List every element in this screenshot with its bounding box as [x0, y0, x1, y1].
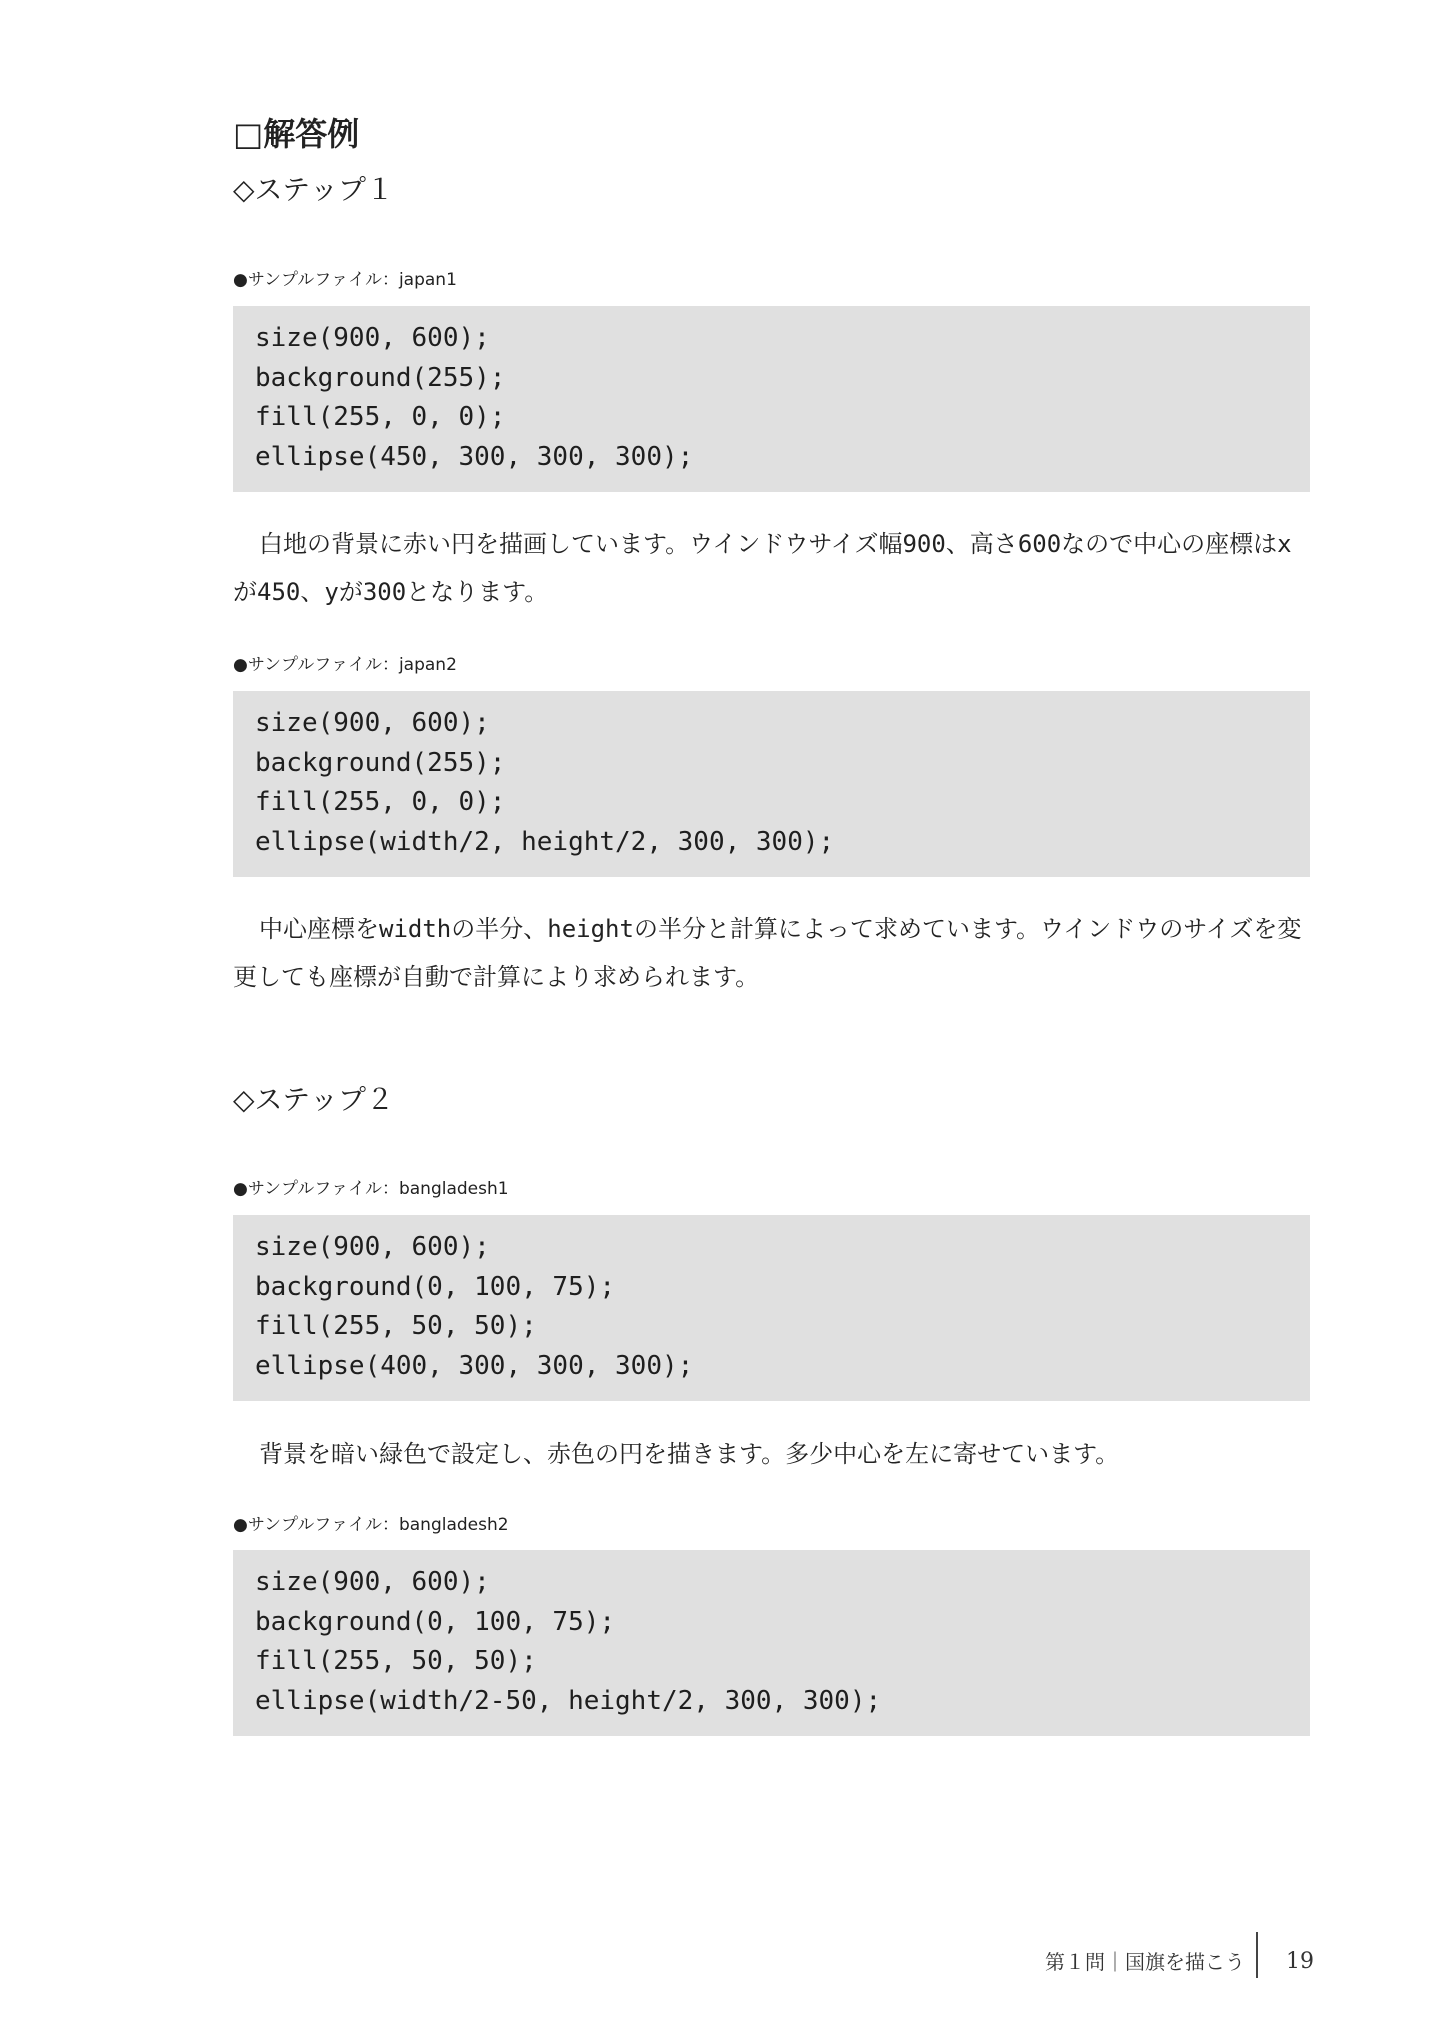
sample-label-japan2: ●サンプルファイル：japan2 [233, 655, 457, 675]
code-block-bangladesh1 [233, 1215, 1310, 1401]
code-line: fill(255, 50, 50); [255, 1311, 537, 1341]
step2-title: ◇ステップ２ [233, 1083, 394, 1116]
paragraph-bangladesh1-explanation: 背景を暗い緑色で設定し、赤色の円を描きます。多少中心を左に寄せています。 [259, 1440, 1120, 1468]
code-line: size(900, 600); [255, 1567, 490, 1597]
footer-divider [1256, 1932, 1258, 1978]
section-title: □解答例 [233, 115, 360, 153]
sample-label-japan1: ●サンプルファイル：japan1 [233, 270, 457, 290]
code-line: size(900, 600); [255, 323, 490, 353]
paragraph-japan2-explanation: 中心座標をwidthの半分、heightの半分と計算によって求めています。ウインドウのサイズを変更しても座標が自動で計算により求められます。 [233, 915, 1302, 991]
sample-label-bangladesh1: ●サンプルファイル：bangladesh1 [233, 1179, 509, 1199]
code-line: size(900, 600); [255, 708, 490, 738]
code-block-japan1 [233, 306, 1310, 492]
code-line: background(0, 100, 75); [255, 1271, 616, 1302]
code-line: fill(255, 0, 0); [255, 787, 506, 817]
code-line: ellipse(450, 300, 300, 300); [255, 441, 694, 472]
code-line: ellipse(400, 300, 300, 300); [255, 1350, 694, 1381]
page-number: 19 [1286, 1949, 1314, 1974]
code-line: background(255); [255, 747, 506, 778]
sample-label-bangladesh2: ●サンプルファイル：bangladesh2 [233, 1515, 509, 1535]
code-line: background(255); [255, 362, 506, 393]
code-line: fill(255, 0, 0); [255, 402, 506, 432]
code-block-japan2 [233, 691, 1310, 877]
code-line: ellipse(width/2, height/2, 300, 300); [255, 826, 835, 857]
code-line: size(900, 600); [255, 1232, 490, 1262]
paragraph-japan1-explanation: 白地の背景に赤い円を描画しています。ウインドウサイズ幅900、高さ600なので中心の座標はxが450、yが300となります。 [233, 530, 1292, 606]
footer-chapter-title: 第１問｜国旗を描こう [1045, 1950, 1245, 1974]
code-line: ellipse(width/2-50, height/2, 300, 300); [255, 1685, 882, 1716]
code-line: fill(255, 50, 50); [255, 1646, 537, 1676]
code-line: background(0, 100, 75); [255, 1606, 616, 1637]
code-block-bangladesh2 [233, 1550, 1310, 1736]
step1-title: ◇ステップ１ [233, 173, 394, 206]
